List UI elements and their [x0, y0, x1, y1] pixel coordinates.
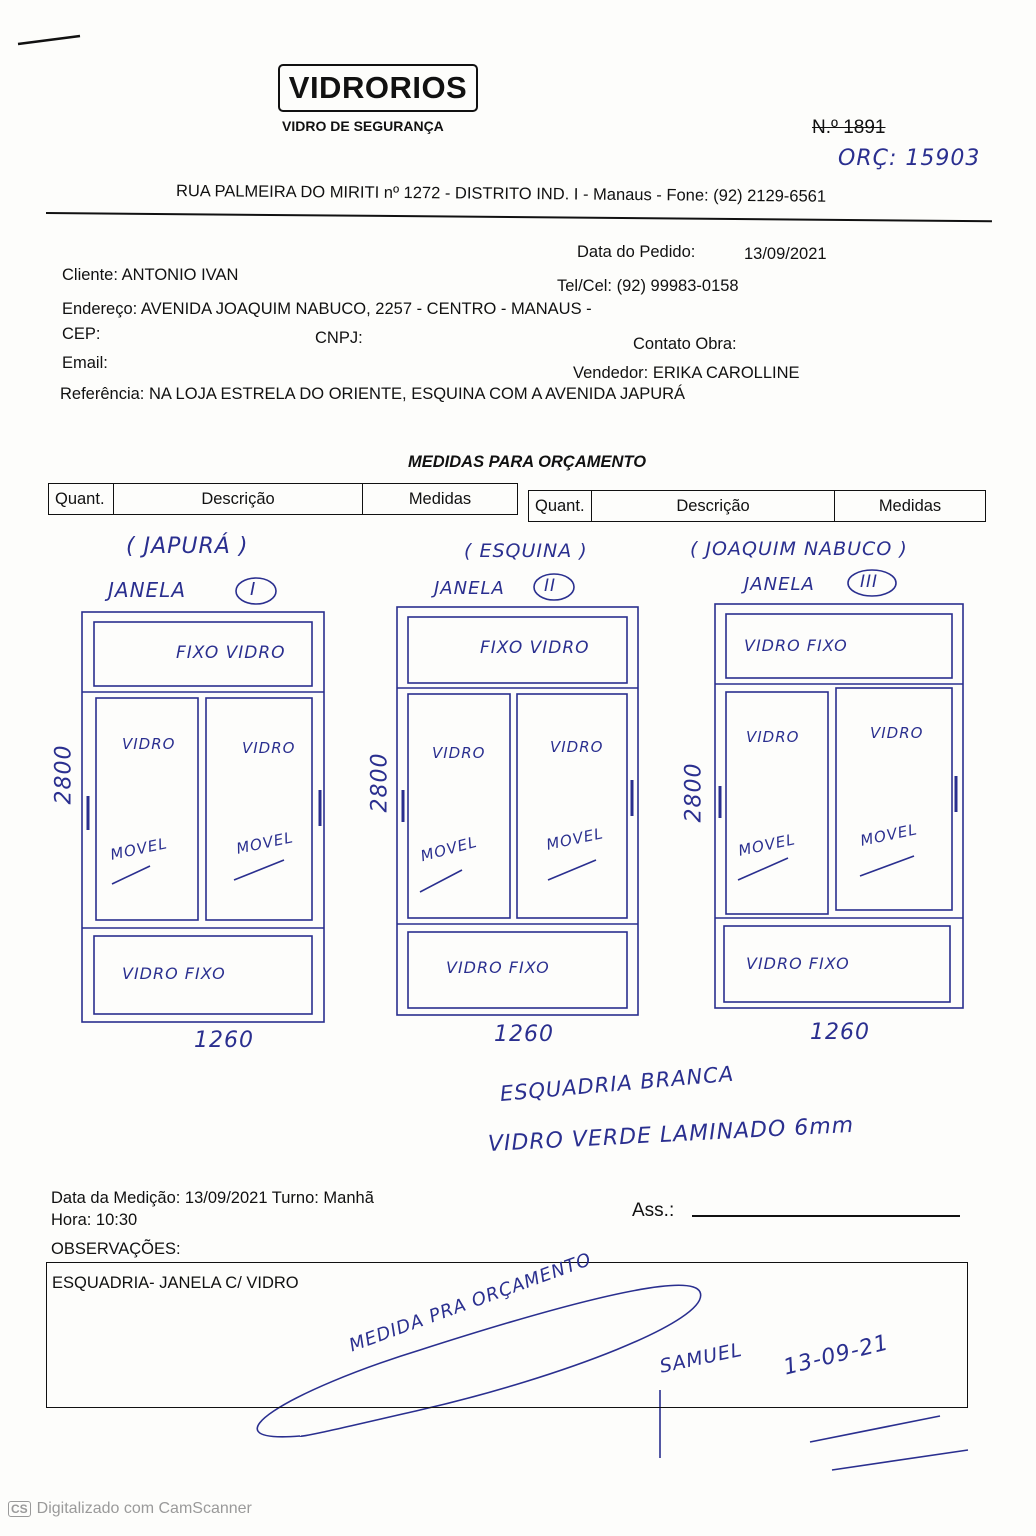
- company-address: RUA PALMEIRA DO MIRITI nº 1272 - DISTRITO IND. I - Manaus - Fone: (92) 2129-6561: [175, 182, 827, 206]
- window-3-left-glass: VIDRO: [746, 728, 800, 746]
- window-3-frame: [715, 604, 963, 1008]
- order-date: 13/09/2021: [744, 245, 827, 263]
- window-1-frame: [82, 612, 324, 1022]
- observations-label: OBSERVAÇÕES:: [51, 1240, 181, 1258]
- window-1-height: 2800: [51, 744, 77, 805]
- measurement-date: Data da Medição: 13/09/2021 Turno: Manhã: [51, 1189, 374, 1207]
- col-quant: Quant.: [529, 491, 592, 522]
- observations-text: ESQUADRIA- JANELA C/ VIDRO: [52, 1274, 299, 1292]
- window-2-width: 1260: [494, 1022, 554, 1047]
- window-3-location: ( JOAQUIM NABUCO ): [690, 538, 908, 560]
- window-2-left-glass: VIDRO: [432, 744, 486, 762]
- col-medidas: Medidas: [835, 491, 986, 522]
- window-1-top-panel: FIXO VIDRO: [176, 643, 286, 663]
- window-3-top-panel: VIDRO FIXO: [744, 636, 848, 655]
- scanner-watermark: [8, 1500, 252, 1518]
- window-3-right-glass: VIDRO: [870, 724, 924, 742]
- window-1-width: 1260: [194, 1028, 254, 1053]
- window-2-frame: [397, 607, 638, 1015]
- window-2-name: JANELA: [434, 578, 505, 599]
- company-tagline: VIDRO DE SEGURANÇA: [282, 118, 444, 134]
- window-1-bottom-panel: VIDRO FIXO: [122, 964, 226, 983]
- window-2-left-move: MOVEL: [418, 832, 480, 866]
- window-3-width: 1260: [810, 1020, 870, 1045]
- glass-type-note: VIDRO VERDE LAMINADO 6mm: [487, 1112, 855, 1157]
- window-2-top-panel: FIXO VIDRO: [480, 638, 590, 658]
- client-cep: CEP:: [62, 325, 101, 343]
- measure-for-quote-note: MEDIDA PRA ORÇAMENTO: [346, 1248, 595, 1357]
- signature-label: Ass.:: [632, 1200, 675, 1221]
- col-medidas: Medidas: [363, 484, 518, 515]
- window-3-right-move: MOVEL: [858, 820, 920, 850]
- client-name: Cliente: ANTONIO IVAN: [62, 266, 239, 284]
- window-1-left-move: MOVEL: [108, 834, 170, 864]
- window-3-numeral: III: [860, 572, 879, 592]
- measurer-signature: SAMUEL: [657, 1338, 745, 1378]
- client-phone: Tel/Cel: (92) 99983-0158: [557, 277, 739, 295]
- window-3-name: JANELA: [744, 574, 815, 595]
- client-email: Email:: [62, 354, 108, 372]
- order-date-label: Data do Pedido:: [577, 243, 696, 261]
- signature-line: [692, 1215, 960, 1217]
- client-address: Endereço: AVENIDA JOAQUIM NABUCO, 2257 - CENTRO - MANAUS -: [62, 300, 592, 318]
- window-2-right-glass: VIDRO: [550, 738, 604, 756]
- section-title: MEDIDAS PARA ORÇAMENTO: [408, 453, 647, 471]
- client-cnpj: CNPJ:: [315, 329, 363, 347]
- col-descricao: Descrição: [592, 491, 835, 522]
- reference: Referência: NA LOJA ESTRELA DO ORIENTE, ESQUINA COM A AVENIDA JAPURÁ: [60, 385, 686, 403]
- window-2-location: ( ESQUINA ): [464, 540, 588, 562]
- site-contact: Contato Obra:: [633, 335, 737, 353]
- window-2-right-move: MOVEL: [544, 824, 606, 854]
- window-2-bottom-panel: VIDRO FIXO: [446, 958, 550, 977]
- quote-number: ORÇ: 15903: [838, 146, 981, 171]
- window-3-bottom-panel: VIDRO FIXO: [746, 954, 850, 973]
- company-logo: VIDRORIOS: [278, 64, 478, 112]
- signature-date: 13-09-21: [780, 1330, 892, 1381]
- window-1-numeral: I: [250, 579, 257, 600]
- col-quant: Quant.: [49, 484, 114, 515]
- salesperson: Vendedor: ERIKA CAROLLINE: [573, 364, 800, 382]
- window-2-height: 2800: [367, 752, 393, 813]
- window-2-numeral: II: [544, 576, 557, 596]
- camscanner-icon: CS: [8, 1501, 31, 1517]
- col-descricao: Descrição: [114, 484, 363, 515]
- window-1-name: JANELA: [108, 578, 187, 602]
- window-1-right-glass: VIDRO: [242, 739, 296, 757]
- watermark-text: Digitalizado com CamScanner: [36, 1500, 252, 1517]
- window-1-left-glass: VIDRO: [122, 735, 176, 753]
- order-number: N.º 1891: [812, 117, 886, 138]
- window-3-height: 2800: [681, 762, 707, 823]
- window-3-left-move: MOVEL: [736, 830, 798, 860]
- frame-color-note: ESQUADRIA BRANCA: [498, 1061, 736, 1106]
- window-1-location: ( JAPURÁ ): [126, 534, 249, 559]
- window-1-right-move: MOVEL: [234, 828, 296, 858]
- measurement-time: Hora: 10:30: [51, 1211, 138, 1229]
